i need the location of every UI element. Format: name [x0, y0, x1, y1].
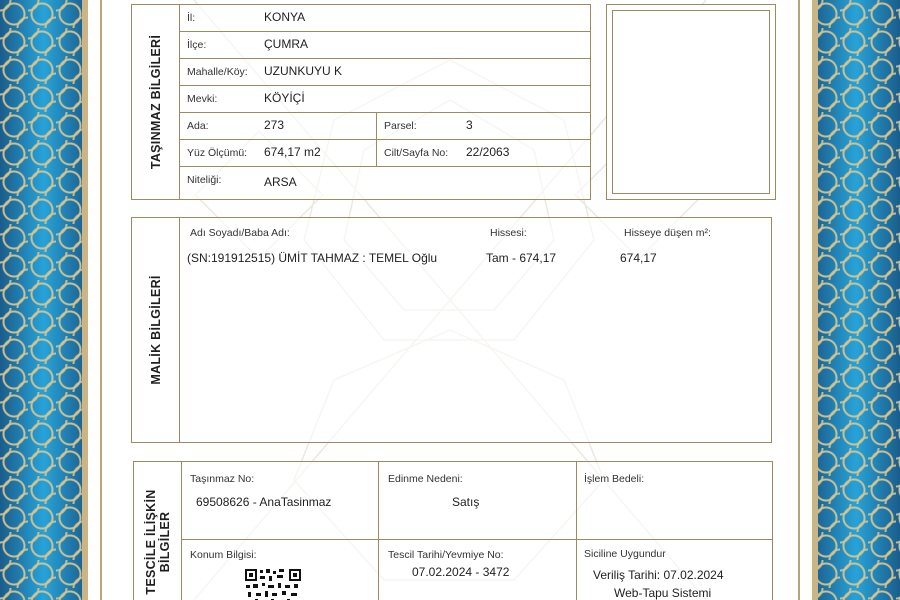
- verilis-value: Veriliş Tarihi: 07.02.2024: [593, 568, 724, 582]
- parsel-label: Parsel:: [384, 120, 417, 132]
- registration-section-title: [144, 489, 172, 594]
- edinme-label: Edinme Nedeni:: [388, 473, 463, 485]
- frame-line-left: [100, 0, 102, 600]
- owner-area-header: Hisseye düşen m²:: [624, 227, 711, 239]
- row-mahalle: [180, 59, 590, 86]
- yuzolcumu-cilt-divider: [376, 140, 377, 166]
- konum-label: Konum Bilgisi:: [190, 549, 257, 561]
- owner-share-header: Hissesi:: [490, 227, 527, 239]
- property-section-title: TAŞINMAZ BİLGİLERİ: [148, 34, 163, 170]
- registration-info-section: [133, 461, 773, 600]
- photo-box: [606, 4, 776, 200]
- left-ornamental-border: [0, 0, 88, 600]
- mahalle-value: UZUNKUYU K: [264, 64, 343, 78]
- row-yuzolcumu-cilt: [180, 140, 590, 167]
- cilt-value: 22/2063: [466, 145, 510, 159]
- parsel-value: 3: [466, 118, 473, 132]
- il-label: İl:: [187, 12, 196, 24]
- owner-name-value: (SN:191912515) ÜMİT TAHMAZ : TEMEL Oğlu: [187, 251, 438, 265]
- yuzolcumu-value: 674,17 m2: [264, 145, 321, 159]
- owner-section-title: MALİK BİLGİLERİ: [148, 275, 163, 385]
- row-il: [180, 5, 590, 32]
- tasinmaz-no-value: 69508626 - AnaTasinmaz: [196, 495, 332, 509]
- qr-code[interactable]: [244, 568, 302, 600]
- niteligi-value: ARSA: [264, 175, 297, 189]
- owner-name-header: Adı Soyadı/Baba Adı:: [190, 227, 290, 239]
- edinme-value: Satış: [452, 495, 480, 509]
- tasinmaz-no-label: Taşınmaz No:: [190, 473, 255, 485]
- sistem-value: Web-Tapu Sistemi: [614, 586, 712, 600]
- owner-share-value: Tam - 674,17: [486, 251, 557, 265]
- ada-parsel-divider: [376, 113, 377, 139]
- frame-line-right: [798, 0, 800, 600]
- mevki-label: Mevki:: [187, 93, 218, 105]
- owner-area-value: 674,17: [620, 251, 657, 265]
- islem-bedeli-label: İşlem Bedeli:: [584, 473, 645, 485]
- registration-row-divider: [182, 539, 772, 540]
- owner-info-section: [131, 217, 772, 443]
- photo-frame: [612, 10, 770, 194]
- row-ada-parsel: [180, 113, 590, 140]
- registration-title-line2: BİLGİLER: [157, 511, 172, 573]
- row-niteligi: [180, 167, 590, 199]
- ilce-label: İlçe:: [187, 39, 207, 51]
- owner-section-label-cell: [132, 218, 180, 442]
- property-info-section: [131, 4, 591, 200]
- il-value: KONYA: [264, 10, 306, 24]
- row-mevki: [180, 86, 590, 113]
- tescil-label: Tescil Tarihi/Yevmiye No:: [388, 549, 504, 561]
- registration-section-label-cell: [134, 462, 182, 600]
- registration-title-line1: TESCİLE İLİŞKİN: [143, 489, 158, 595]
- tescil-value: 07.02.2024 - 3472: [412, 565, 510, 579]
- niteligi-label: Niteliği:: [187, 174, 222, 186]
- mevki-value: KÖYİÇİ: [264, 91, 305, 105]
- ilce-value: ÇUMRA: [264, 37, 308, 51]
- registration-col-divider-1: [378, 462, 379, 600]
- right-ornamental-border: [812, 0, 900, 600]
- ada-value: 273: [264, 118, 285, 132]
- mahalle-label: Mahalle/Köy:: [187, 66, 248, 78]
- cilt-label: Cilt/Sayfa No:: [384, 147, 449, 159]
- sicil-label: Siciline Uygundur: [584, 548, 666, 560]
- property-section-label-cell: [132, 5, 180, 199]
- yuzolcumu-label: Yüz Ölçümü:: [187, 147, 248, 159]
- row-ilce: [180, 32, 590, 59]
- registration-col-divider-2: [576, 462, 577, 600]
- ada-label: Ada:: [187, 120, 209, 132]
